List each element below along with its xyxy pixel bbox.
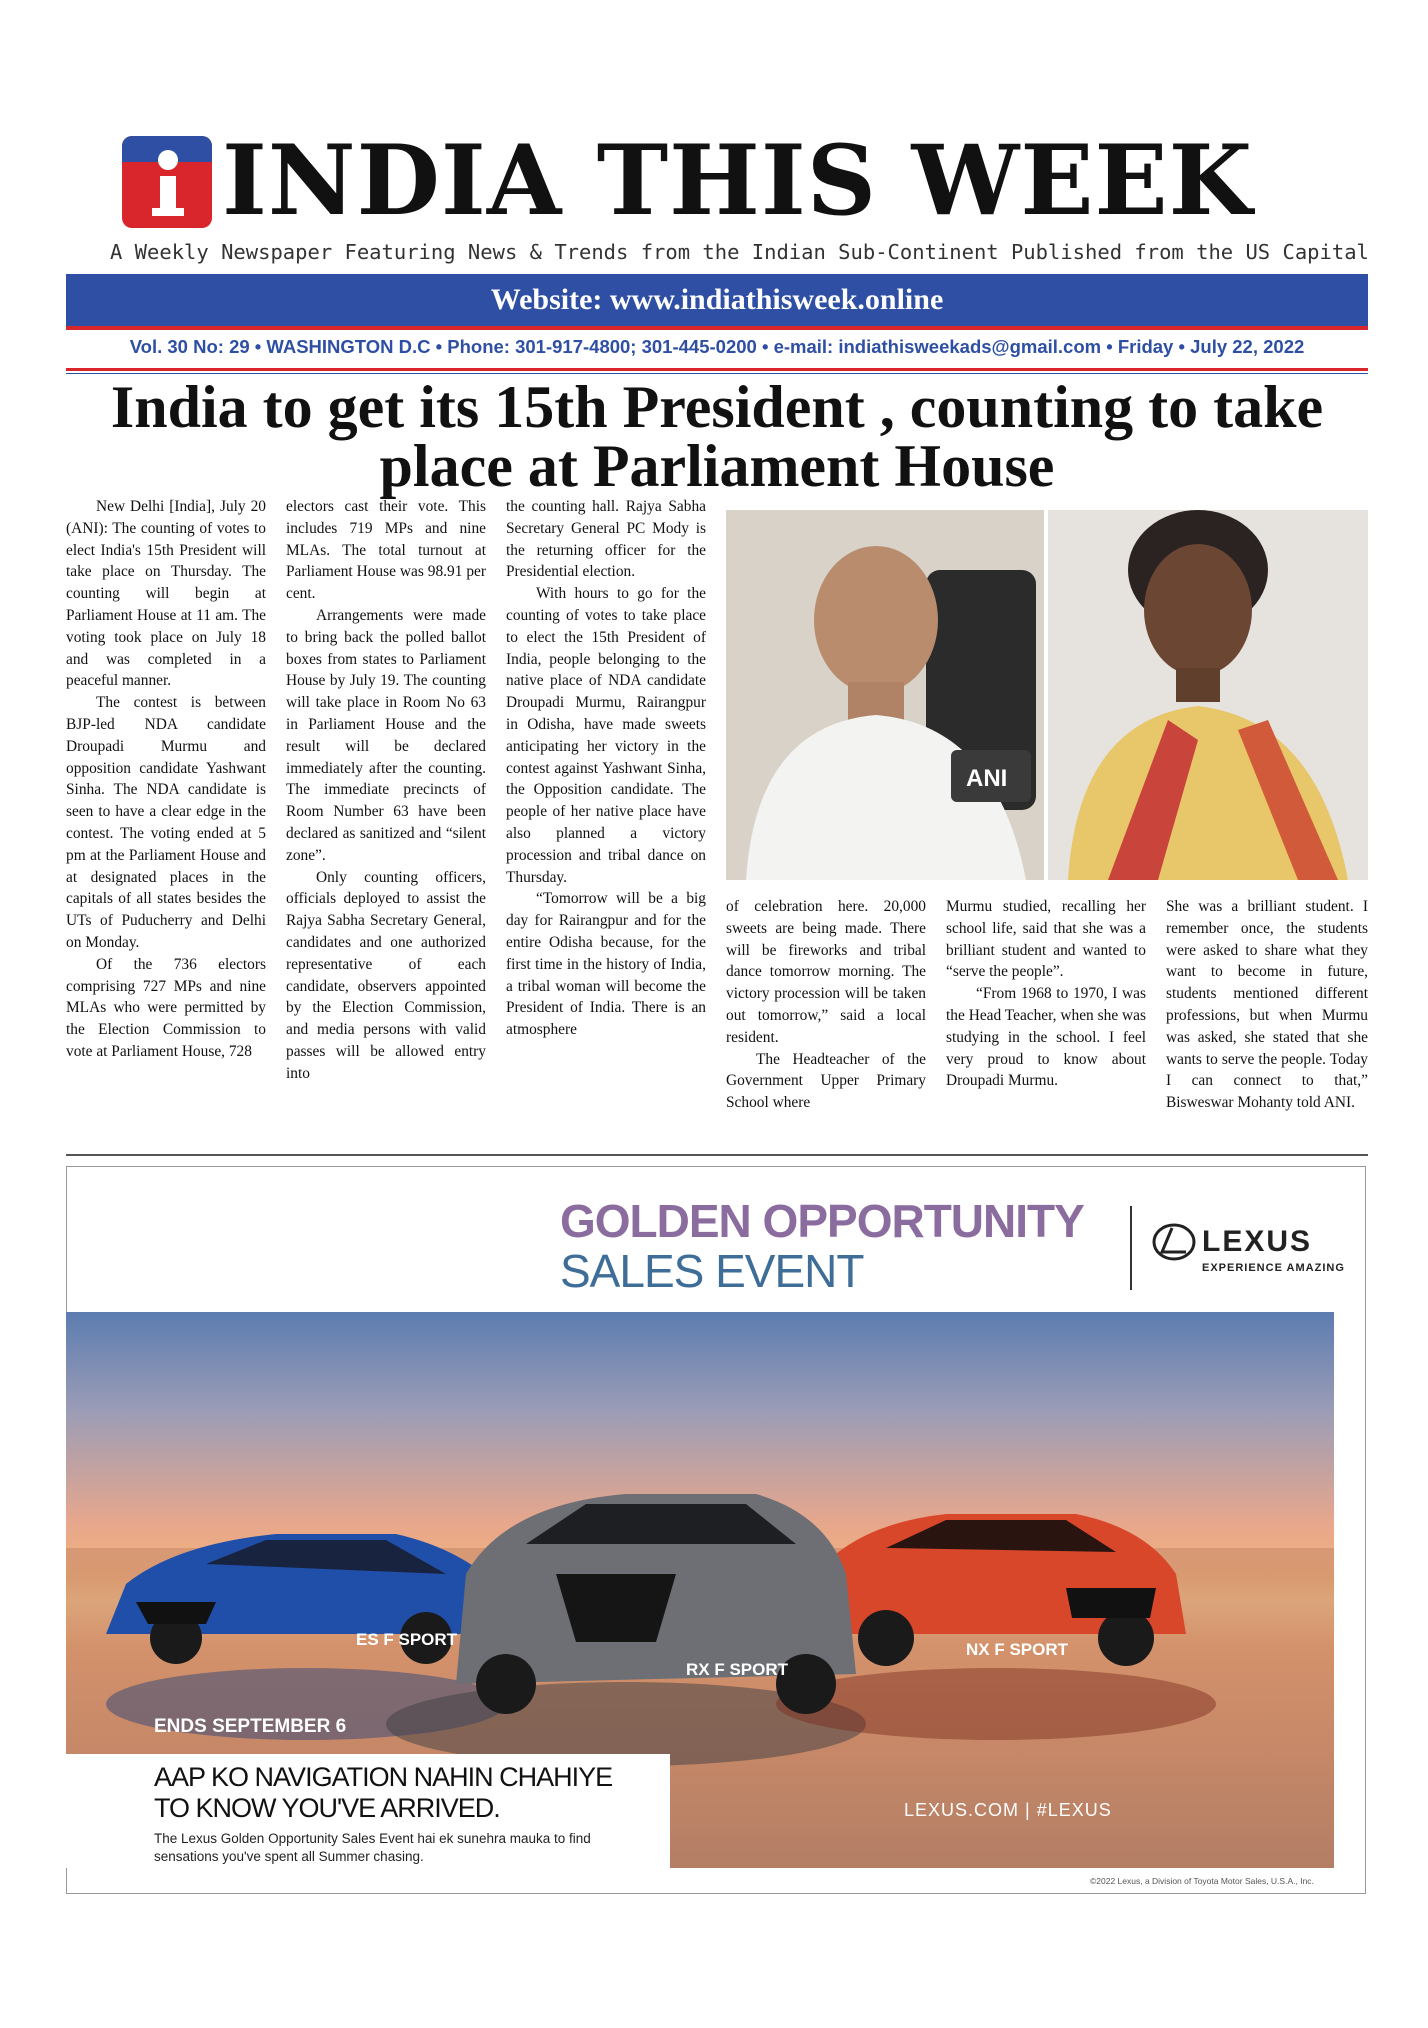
masthead-tagline: A Weekly Newspaper Featuring News & Trends from the Indian Sub-Continent Published from the US Capital — [110, 240, 1369, 264]
ad-body-text: The Lexus Golden Opportunity Sales Event hai ek sunehra mauka to find sensations you've spent all Summer chasing. — [154, 1831, 591, 1864]
paragraph: “From 1968 to 1970, I was the Head Teacher, when she was studying in the school. I feel very proud to know about Droupadi Murmu. — [946, 985, 1146, 1090]
article-headline: India to get its 15th President , counting to take place at Parliament House — [110, 374, 1324, 499]
lexus-wordmark: LEXUS — [1202, 1225, 1313, 1258]
paragraph: New Delhi [India], July 20 (ANI): The counting of votes to elect India's 15th President will take place on Thursday. The counting will begin at Parliament House at 11 am. The voting took place on July 18 and was completed in a peaceful manner. — [66, 498, 266, 690]
article-column-3 — [506, 496, 706, 1041]
ad-end-date: ENDS SEPTEMBER 6 — [154, 1716, 347, 1737]
divider — [66, 368, 1368, 371]
website-bar — [66, 274, 1368, 330]
paragraph: Of the 736 electors comprising 727 MPs and nine MLAs who were permitted by the Election Commission to vote at Parliament House, 728 — [66, 955, 266, 1060]
model-label-rx: RX F SPORT — [686, 1660, 789, 1679]
lexus-logo-icon — [1152, 1222, 1196, 1262]
ad-headline — [154, 1762, 612, 1824]
paragraph: Murmu studied, recalling her school life, said that she was a brilliant student and wanted to “serve the people”. — [946, 898, 1146, 981]
issue-info-line: Vol. 30 No: 29 • WASHINGTON D.C • Phone: 301-917-4800; 301-445-0200 • e-mail: indiathisweekads@gmail.com • Friday • July 22, 2022 — [129, 336, 1305, 357]
article-column-2 — [286, 496, 486, 1085]
paragraph: the counting hall. Rajya Sabha Secretary General PC Mody is the returning officer for the Presidential election. — [506, 498, 706, 581]
ad-title-line1: GOLDEN OPPORTUNITY — [560, 1195, 1084, 1247]
lexus-slogan: EXPERIENCE AMAZING — [1202, 1262, 1345, 1274]
paragraph: The contest is between BJP-led NDA candidate Droupadi Murmu and opposition candidate Yashwant Sinha. The NDA candidate is seen to have a clear edge in the contest. The voting ended at 5 pm at the Parliament House and at designated places in the capitals of all states besides the UTs of Puducherry and Delhi on Monday. — [66, 694, 266, 951]
ad-url-link[interactable]: LEXUS.COM | #LEXUS — [904, 1800, 1112, 1820]
photo-illustration — [1048, 510, 1368, 880]
ad-headline-line1: AAP KO NAVIGATION NAHIN CHAHIYE — [154, 1762, 613, 1792]
paragraph: She was a brilliant student. I remember once, the students were asked to share what they want to become in future, students mentioned different professions, but when Murmu was asked, she stated that she wants to serve the people. Today I can connect to that,” Bisweswar Mohanty told ANI. — [1166, 898, 1368, 1112]
website-link[interactable]: Website: www.indiathisweek.online — [490, 283, 944, 316]
paragraph: electors cast their vote. This includes 719 MPs and nine MLAs. The total turnout at Parliament House was 98.91 per cent. — [286, 498, 486, 603]
model-label-nx: NX F SPORT — [966, 1640, 1069, 1659]
mic-label: ANI — [966, 765, 1008, 792]
article-column-5 — [946, 896, 1146, 1092]
paragraph: Arrangements were made to bring back the polled ballot boxes from states to Parliament House by July 19. The counting will take place in Room No 63 in Parliament House and the result will be declared immediately after the counting. The immediate precincts of Room Number 63 have been declared as sanitized and “silent zone”. — [286, 606, 486, 864]
article-column-1 — [66, 496, 266, 1063]
divider — [1130, 1206, 1132, 1290]
photo-yashwant-sinha — [726, 510, 1044, 880]
article-column-4 — [726, 896, 926, 1114]
paragraph: The Headteacher of the Government Upper Primary School where — [726, 1050, 926, 1112]
paragraph: With hours to go for the counting of votes to take place to elect the 15th President of India, people belonging to the native place of NDA candidate Droupadi Murmu, Rairangpur in Odisha, have made sweets anticipating her victory in the contest against Yashwant Sinha, the Opposition candidate. The people of her native place have also planned a victory procession and tribal dance on Thursday. — [506, 585, 706, 886]
logo — [122, 136, 212, 228]
masthead-title: INDIA THIS WEEK — [222, 124, 1254, 237]
paragraph: “Tomorrow will be a big day for Rairangpur and for the entire Odisha because, for the first time in the history of India, a tribal woman will become the President of India. There is an atmosphere — [506, 890, 706, 1039]
ad-legal-text: ©2022 Lexus, a Division of Toyota Motor Sales, U.S.A., Inc. — [1090, 1876, 1314, 1886]
divider — [66, 1154, 1368, 1156]
model-label-es: ES F SPORT — [356, 1630, 458, 1649]
paragraph: of celebration here. 20,000 sweets are being made. There will be fireworks and tribal dance tomorrow morning. The victory procession will be taken out tomorrow,” said a local resident. — [726, 898, 926, 1046]
photo-droupadi-murmu — [1048, 510, 1368, 880]
paragraph: Only counting officers, officials deployed to assist the Rajya Sabha Secretary General, candidates and one authorized representative of each candidate, observers appointed by the Election Commission, and media persons with valid passes will be allowed entry into — [286, 868, 486, 1082]
article-column-6 — [1166, 896, 1368, 1114]
photo-illustration — [726, 510, 1044, 880]
ad-title-line2: SALES EVENT — [560, 1245, 864, 1297]
ad-headline-line2: TO KNOW YOU'VE ARRIVED. — [154, 1793, 500, 1823]
